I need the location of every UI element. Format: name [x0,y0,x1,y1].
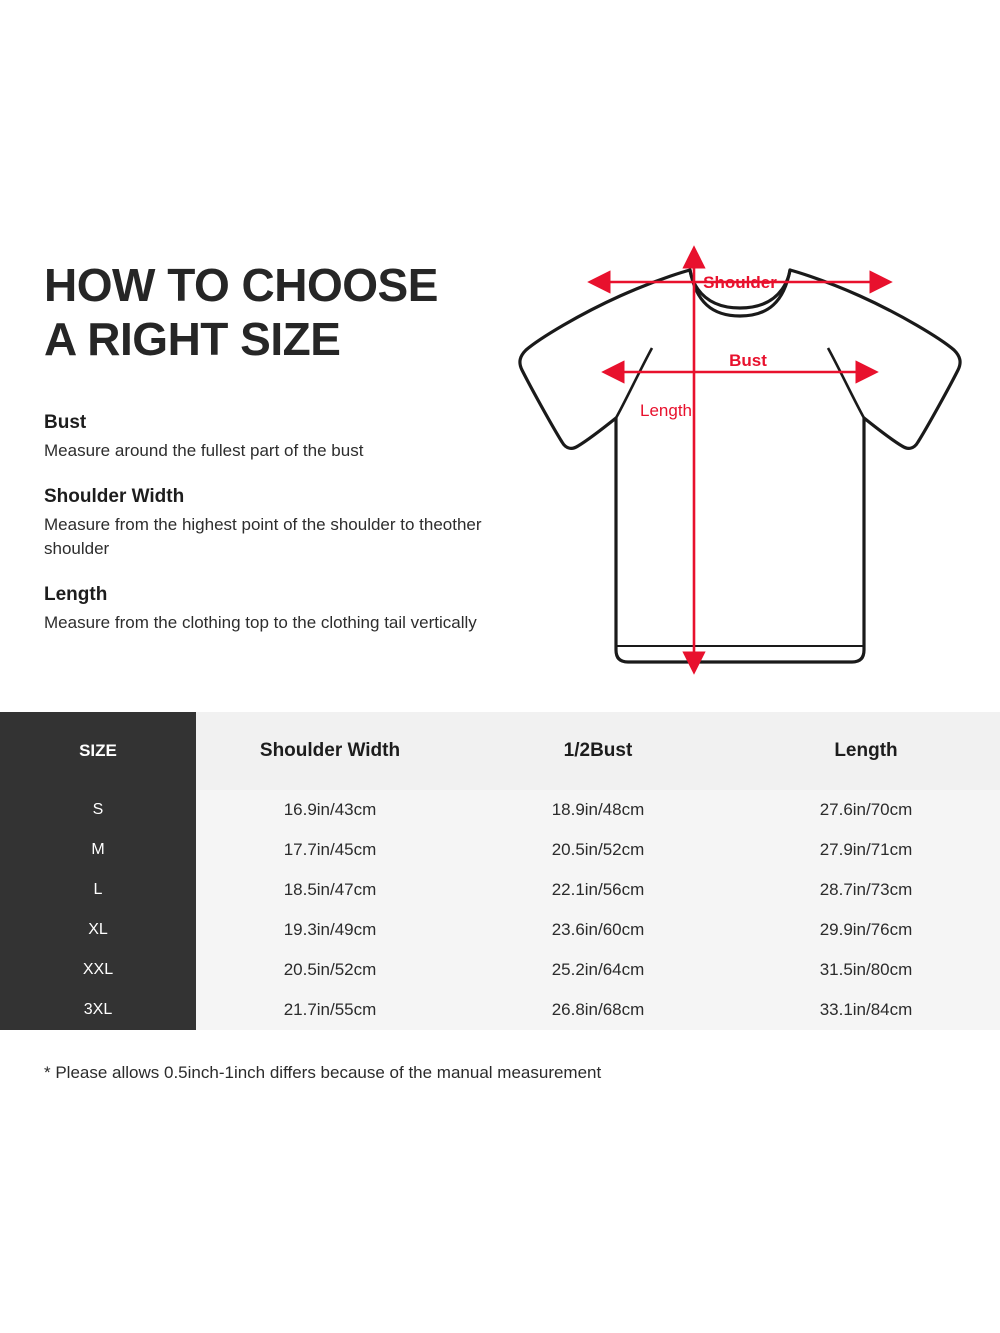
table-header-half-bust: 1/2Bust [464,712,732,790]
cell-bust: 25.2in/64cm [464,950,732,990]
table-row [0,950,1000,990]
cell-length: 28.7in/73cm [732,870,1000,910]
length-label: Length [640,401,692,420]
table-header-length: Length [732,712,1000,790]
measurement-definitions [44,412,524,636]
cell-length: 29.9in/76cm [732,910,1000,950]
table-row [0,790,1000,830]
definition-desc-shoulder-width: Measure from the highest point of the shoulder to theother shoulder [44,514,482,559]
cell-bust: 26.8in/68cm [464,990,732,1030]
size-table [0,712,1000,1030]
bust-label: Bust [729,351,767,370]
cell-size: 3XL [0,990,196,1030]
page-title-line2: A RIGHT SIZE [44,313,341,366]
cell-size: XXL [0,950,196,990]
cell-length: 31.5in/80cm [732,950,1000,990]
table-header-shoulder-width: Shoulder Width [196,712,464,790]
page-title-line1: HOW TO CHOOSE [44,259,438,311]
cell-bust: 23.6in/60cm [464,910,732,950]
table-row [0,990,1000,1030]
cell-size: M [0,830,196,870]
definition-term-bust: Bust [44,412,87,433]
definition-desc-bust: Measure around the fullest part of the bust [44,441,364,460]
cell-length: 33.1in/84cm [732,990,1000,1030]
tshirt-outline-icon [520,270,960,662]
cell-length: 27.6in/70cm [732,790,1000,830]
definition-term-shoulder-width: Shoulder Width [44,485,185,507]
shoulder-label: Shoulder [703,273,777,292]
cell-size: S [0,790,196,830]
table-header-row [0,712,1000,790]
table-row [0,830,1000,870]
cell-size: L [0,870,196,910]
cell-bust: 18.9in/48cm [464,790,732,830]
cell-shoulder: 20.5in/52cm [196,950,464,990]
size-table-section [0,712,1000,1032]
cell-bust: 22.1in/56cm [464,870,732,910]
cell-shoulder: 17.7in/45cm [196,830,464,870]
cell-shoulder: 21.7in/55cm [196,990,464,1030]
definition-term-length: Length [44,583,108,605]
tshirt-diagram [500,230,980,690]
cell-shoulder: 16.9in/43cm [196,790,464,830]
cell-size: XL [0,910,196,950]
table-header-size: SIZE [0,712,196,790]
definition-desc-length: Measure from the clothing top to the clothing tail vertically [44,612,477,632]
page-title [44,258,514,367]
table-row [0,910,1000,950]
table-row [0,870,1000,910]
cell-shoulder: 18.5in/47cm [196,870,464,910]
footnote: * Please allows 0.5inch-1inch differs because of the manual measurement [44,1063,602,1082]
cell-shoulder: 19.3in/49cm [196,910,464,950]
cell-length: 27.9in/71cm [732,830,1000,870]
cell-bust: 20.5in/52cm [464,830,732,870]
